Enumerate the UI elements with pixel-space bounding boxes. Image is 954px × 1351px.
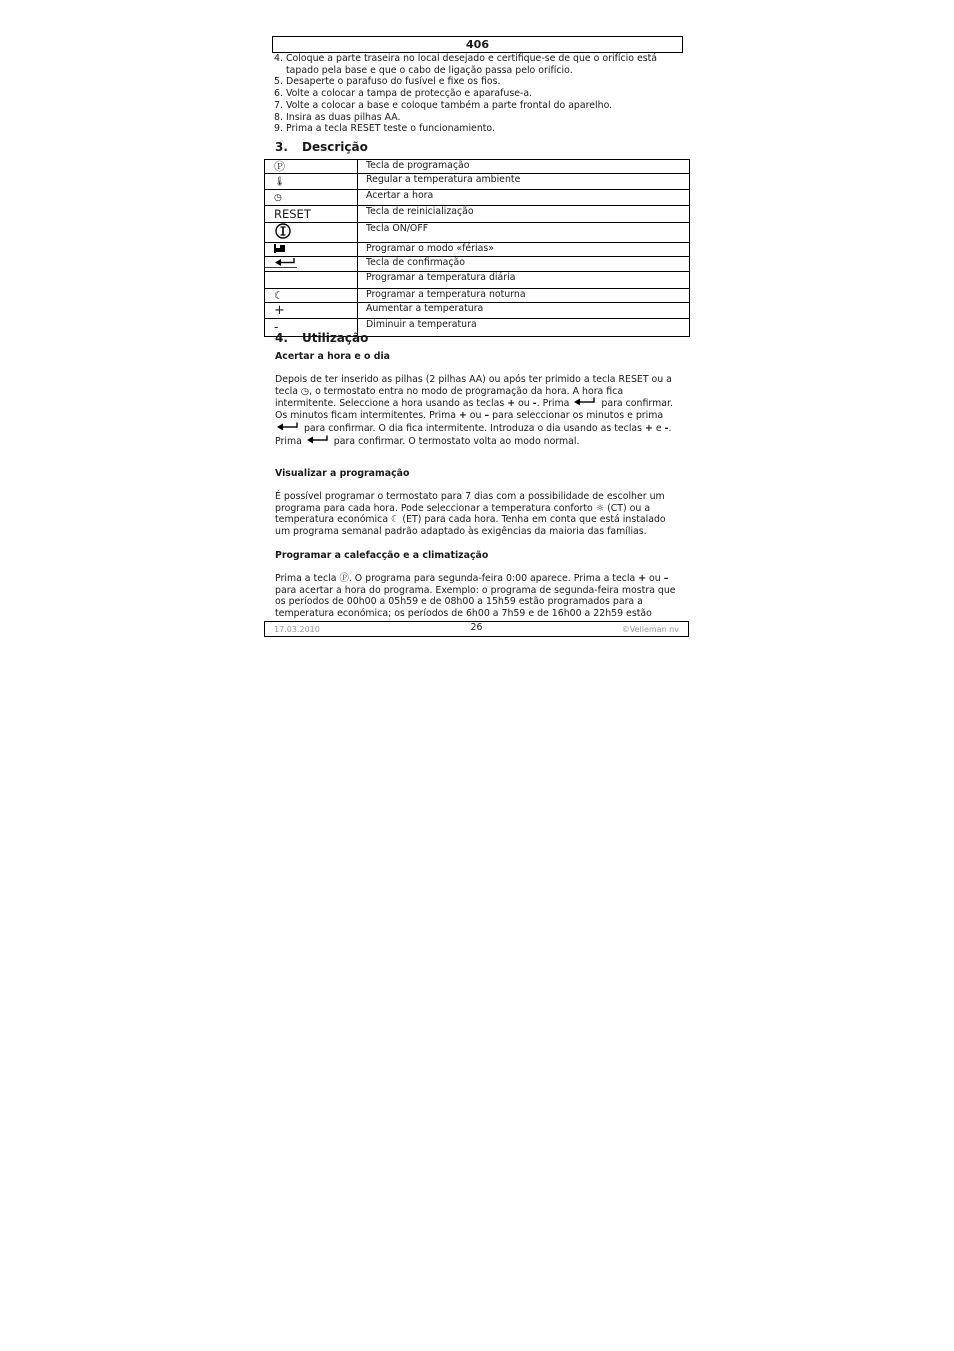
section-title: Utilização [302, 331, 369, 345]
holiday-icon [265, 243, 358, 257]
table-row [265, 303, 690, 319]
enter-icon [265, 257, 358, 272]
table-row [265, 272, 690, 289]
step-text: Prima a tecla RESET teste o funcionamiento. [286, 123, 495, 135]
subheading-heating-cooling: Programar a calefacção e a climatização [275, 550, 489, 561]
minus-icon: - [265, 319, 358, 337]
table-row [265, 174, 690, 190]
section-4-heading [275, 331, 368, 345]
reset-label: RESET [265, 206, 358, 223]
step-text: Insira as duas pilhas AA. [286, 111, 401, 123]
table-row [265, 243, 690, 257]
table-cell: Programar o modo «férias» [358, 243, 690, 257]
footer-copyright: ©Velleman nv [621, 625, 679, 634]
enter-icon [307, 435, 329, 445]
section-3-heading [275, 140, 368, 154]
table-row [265, 289, 690, 303]
footer-date: 17.03.2010 [274, 625, 320, 634]
subheading-set-time: Acertar a hora e o dia [275, 351, 390, 362]
sun-icon [265, 272, 358, 289]
table-cell: Tecla de programação [358, 160, 690, 174]
page-number: 26 [470, 622, 483, 633]
paragraph-view-program: É possível programar o termostato para 7 dias com a possibilidade de escolher um programa para cada hora. Pode seleccionar a temperatura conforto ☼ (CT) ou a temperatura económica ☾ (ET) para cada hora. Tenha em conta que está instalado um programa semanal padrão adaptado às exigências da maioria das famílias. [275, 491, 666, 538]
page-footer [264, 621, 689, 637]
paragraph-heating-cooling: Prima a tecla Ⓟ. O programa para segunda-feira 0:00 aparece. Prima a tecla + ou – para acertar a hora do programa. Exemplo: o programa de segunda-feira mostra que os períodos de 00h00 a 05h59 e de 08h00 a 15h59 estão programados para a temperatura económica; os períodos de 6h00 a 7h59 e de 16h00 a 22h59 estão [275, 573, 676, 620]
thermometer-icon: 🌡 [265, 174, 358, 190]
holiday-icon-glyph [274, 244, 286, 253]
step-text: Desaperte o parafuso do fusível e fixe os fios. [286, 76, 501, 88]
list-item [274, 88, 686, 100]
power-icon [265, 223, 358, 243]
model-number-header: 406 [272, 36, 683, 53]
table-cell: Programar a temperatura diária [358, 272, 690, 289]
step-number: 4. [274, 53, 283, 64]
list-item [274, 123, 686, 135]
program-key-icon: Ⓟ [265, 160, 358, 174]
list-item [274, 76, 686, 88]
installation-steps [274, 53, 686, 135]
section-number: 4. [275, 331, 288, 345]
table-row [265, 257, 690, 272]
table-row [265, 160, 690, 174]
section-number: 3. [275, 140, 288, 154]
table-cell: Aumentar a temperatura [358, 303, 690, 319]
plus-icon: + [265, 303, 358, 319]
step-number: 7. [274, 99, 283, 111]
enter-icon [277, 422, 299, 432]
table-cell: Regular a temperatura ambiente [358, 174, 690, 190]
step-text: Volte a colocar a base e coloque também a parte frontal do aparelho. [286, 99, 613, 111]
clock-icon: ◷ [265, 190, 358, 206]
table-row [265, 190, 690, 206]
section-title: Descrição [302, 140, 368, 154]
power-icon-glyph [274, 223, 292, 239]
subheading-view-program: Visualizar a programação [275, 468, 410, 479]
table-cell: Tecla ON/OFF [358, 223, 690, 243]
table-cell: Acertar a hora [358, 190, 690, 206]
description-table [264, 159, 690, 337]
step-number: 5. [274, 76, 283, 88]
step-number: 6. [274, 88, 283, 100]
paragraph-set-time: Depois de ter inserido as pilhas (2 pilhas AA) ou após ter primido a tecla RESET ou a tecla ◷, o termostato entra no modo de programação da hora. A hora fica intermitente. Seleccione a hora usando as teclas + ou -. Prima para confirmar. Os minutos ficam intermitentes. Prima + ou – para seleccionar os minutos e prima para confirmar. O dia fica intermitente. Introduza o dia usando as teclas + e -. Prima para confirmar. O termostato volta ao modo normal. [275, 374, 673, 447]
step-number: 8. [274, 111, 283, 123]
step-text: Coloque a parte traseira no local desejado e certifique-se de que o orifício está tapado pela base e que o cabo de ligação passa pelo orifício. [286, 53, 658, 76]
list-item [274, 53, 686, 76]
table-cell: Tecla de confirmação [358, 257, 690, 272]
list-item [274, 112, 686, 124]
moon-icon: ☾ [265, 289, 358, 303]
enter-icon [574, 397, 596, 407]
step-number: 9. [274, 123, 283, 135]
enter-arrow-icon [265, 257, 297, 268]
table-cell: Tecla de reinicialização [358, 206, 690, 223]
table-row [265, 206, 690, 223]
table-cell: Diminuir a temperatura [358, 319, 690, 337]
table-cell: Programar a temperatura noturna [358, 289, 690, 303]
table-row [265, 223, 690, 243]
list-item [274, 100, 686, 112]
step-text: Volte a colocar a tampa de protecção e aparafuse-a. [286, 88, 533, 100]
